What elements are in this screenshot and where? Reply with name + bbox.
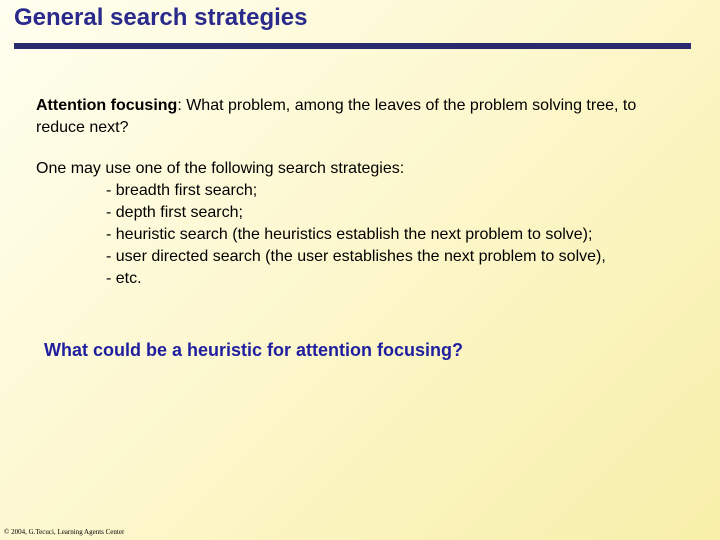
search-strategies-block [36,158,696,290]
strategies-list [36,180,696,290]
heuristic-question: What could be a heuristic for attention focusing? [44,340,464,360]
strategy-heuristic: - heuristic search (the heuristics establish the next problem to solve); [106,226,593,243]
attention-focusing-paragraph [36,95,676,139]
copyright-footer: © 2004, G.Tecuci, Learning Agents Center [4,528,125,536]
title-divider [14,43,691,49]
strategy-breadth-first: - breadth first search; [106,182,258,199]
slide-title: General search strategies [14,4,308,31]
strategies-intro: One may use one of the following search strategies: [36,160,405,177]
strategy-user-directed: - user directed search (the user establishes the next problem to solve), [106,248,606,265]
attention-focusing-term: Attention focusing [36,97,178,114]
strategy-depth-first: - depth first search; [106,204,243,221]
strategy-etc: - etc. [106,270,142,287]
attention-focusing-text: : What problem, among the leaves of the problem solving tree, to reduce next? [36,97,637,136]
